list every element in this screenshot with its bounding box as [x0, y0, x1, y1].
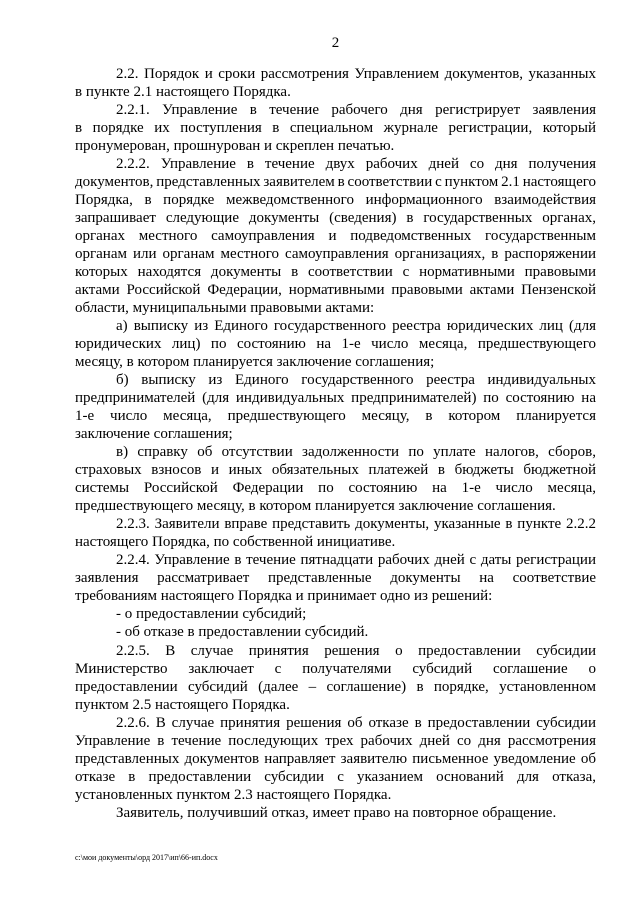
text-line: 1-е число месяца, предшествующего месяцу, в котором планируется: [75, 408, 596, 425]
text-line: б) выписку из Единого государственного реестра индивидуальных: [116, 372, 596, 389]
text-line: требованиям настоящего Порядка и принимает одно из решений:: [75, 588, 493, 605]
text-line: в пункте 2.1 настоящего Порядка.: [75, 84, 291, 101]
text-line: предпринимателей (для индивидуальных предпринимателей) по состоянию на: [75, 390, 596, 407]
text-line: 2.2.5. В случае принятия решения о предоставлении субсидии: [116, 642, 596, 659]
text-line: 2.2. Порядок и сроки рассмотрения Управлением документов, указанных: [116, 66, 596, 82]
text-line: 2.2.1. Управление в течение рабочего дня регистрирует заявления: [116, 102, 596, 119]
text-line: предоставлении субсидий (далее – соглашение) в порядке, установленном: [75, 678, 596, 695]
clause-2-2-1: [75, 101, 596, 155]
text-line: Управление в течение последующих трех рабочих дней со дня рассмотрения: [75, 732, 596, 749]
item-b: [75, 371, 596, 443]
clause-2-2-3: [75, 515, 596, 551]
text-line: документов, представленных заявителем в соответствии с пунктом 2.1 настоящего: [75, 174, 596, 191]
clause-2-2-5: [75, 642, 596, 714]
text-line: месяцу, в котором планируется заключение соглашения;: [75, 354, 435, 371]
text-line: 2.2.6. В случае принятия решения об отказе в предоставлении субсидии: [116, 714, 596, 731]
text-line: - о предоставлении субсидий;: [116, 606, 307, 623]
decision-option-grant: [75, 605, 596, 623]
text-line: запрашивает следующие документы (сведения) в государственных органах,: [75, 210, 596, 227]
decision-option-refusal: [75, 623, 596, 641]
text-line: пронумерован, прошнурован и скреплен печатью.: [75, 138, 395, 155]
text-line: органах местного самоуправления и подведомственных государственным: [75, 228, 596, 245]
document-body: [75, 65, 596, 822]
clause-2-2-4: [75, 551, 596, 605]
text-line: Порядка, в порядке межведомственного информационного взаимодействия: [75, 192, 596, 209]
text-line: заключение соглашения;: [75, 426, 233, 443]
text-line: а) выписку из Единого государственного реестра юридических лиц (для: [116, 318, 596, 335]
text-line: установленных пунктом 2.3 настоящего Порядка.: [75, 786, 392, 803]
text-line: юридических лиц) по состоянию на 1-е число месяца, предшествующего: [75, 336, 596, 353]
clause-2-2-6: [75, 714, 596, 804]
text-line: 2.2.2. Управление в течение двух рабочих дней со дня получения: [116, 156, 596, 173]
text-line: 2.2.3. Заявители вправе представить документы, указанные в пункте 2.2.2: [116, 516, 596, 533]
closing-paragraph: [75, 804, 596, 822]
page-number: 2: [331, 35, 340, 51]
text-line: в порядке их поступления в специальном журнале регистрации, который: [75, 120, 596, 137]
text-line: - об отказе в предоставлении субсидий.: [116, 624, 369, 641]
text-line: страховых взносов и иных обязательных платежей в бюджеты бюджетной: [75, 462, 596, 479]
text-line: 2.2.4. Управление в течение пятнадцати рабочих дней с даты регистрации: [116, 552, 596, 569]
clause-2-2: [75, 65, 596, 101]
text-line: настоящего Порядка, по собственной инициативе.: [75, 534, 396, 551]
text-line: Министерство заключает с получателями субсидий соглашение о: [75, 660, 596, 677]
text-line: которых находятся документы в соответствии с нормативными правовыми: [75, 264, 596, 281]
text-line: заявления рассматривает представленные документы на соответствие: [75, 570, 596, 587]
text-line: пунктом 2.5 настоящего Порядка.: [75, 696, 290, 713]
footer-file-path: c:\мои документы\орд 2017\ип\66-ип.docx: [75, 853, 218, 862]
text-line: актами Российской Федерации, нормативными правовыми актами Пензенской: [75, 282, 596, 299]
item-a: [75, 317, 596, 371]
text-line: представленных документов направляет заявителю письменное уведомление об: [75, 750, 596, 767]
text-line: области, муниципальными правовыми актами:: [75, 300, 375, 317]
clause-2-2-2: [75, 155, 596, 317]
text-line: органам или органам местного самоуправления организациях, в распоряжении: [75, 246, 596, 263]
item-v: [75, 443, 596, 515]
text-line: системы Российской Федерации по состоянию на 1-е число месяца,: [75, 480, 596, 497]
text-line: отказе в предоставлении субсидии с указанием оснований для отказа,: [75, 768, 596, 785]
text-line: Заявитель, получивший отказ, имеет право на повторное обращение.: [116, 804, 557, 821]
text-line: в) справку об отсутствии задолженности по уплате налогов, сборов,: [116, 444, 596, 461]
text-line: предшествующего месяцу, в котором планируется заключение соглашения.: [75, 498, 556, 515]
